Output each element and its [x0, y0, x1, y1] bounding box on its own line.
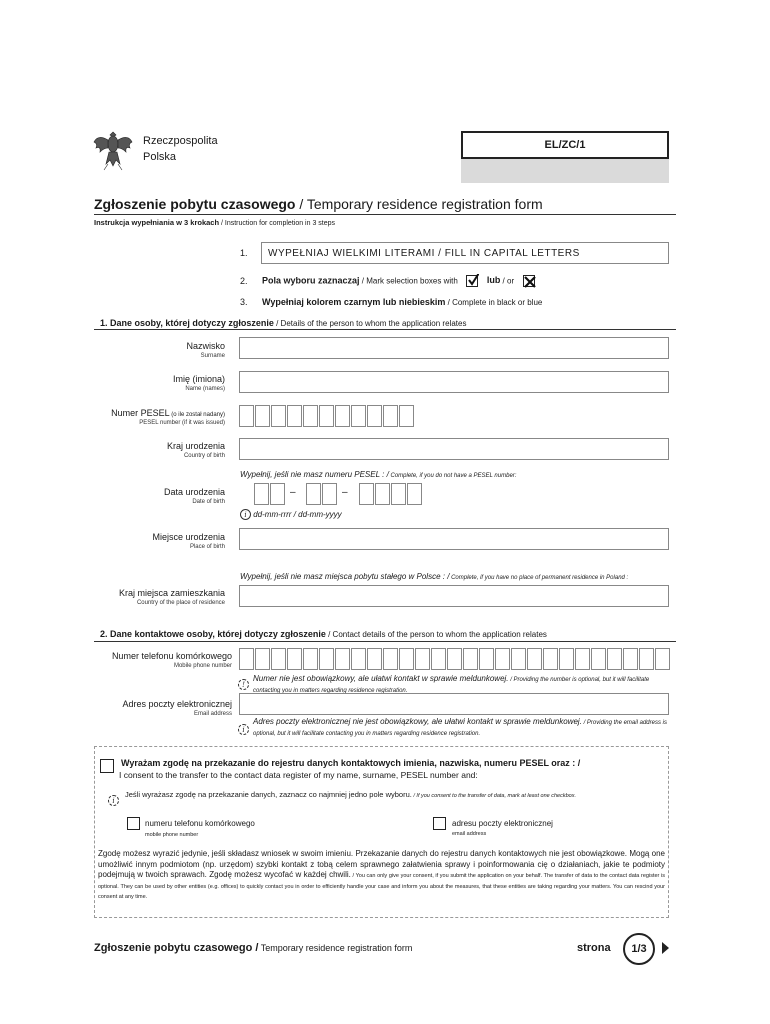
surname-input[interactable]: [239, 337, 669, 359]
step-1-number: 1.: [240, 248, 248, 258]
dob-month-input[interactable]: [306, 483, 338, 505]
step-3-text: Wypełniaj kolorem czarnym lub niebieskim / Complete in black or blue: [262, 297, 543, 307]
date-separator: –: [342, 487, 348, 498]
form-code: EL/ZC/1: [461, 131, 669, 159]
divider: [94, 641, 676, 642]
footer-title: Zgłoszenie pobytu czasowego / Temporary residence registration form: [94, 942, 413, 954]
date-of-birth-label: Data urodzenia Date of birth: [163, 487, 225, 505]
consent-phone-label: numeru telefonu komórkowego: [145, 819, 255, 828]
info-icon: i: [238, 719, 249, 737]
check-mark-example: [466, 275, 478, 287]
form-title: Zgłoszenie pobytu czasowego / Temporary residence registration form: [94, 196, 543, 212]
section-1-heading: 1. Dane osoby, której dotyczy zgłoszenie / Details of the person to whom the application relates: [100, 318, 467, 328]
consent-phone-label-en: mobile phone number: [145, 832, 199, 838]
form-code-box: [461, 131, 669, 183]
email-label: Adres poczty elektronicznej Email address: [122, 699, 232, 717]
date-separator: –: [290, 487, 296, 498]
country-of-residence-input[interactable]: [239, 585, 669, 607]
consent-checkbox[interactable]: [100, 757, 114, 775]
country-of-birth-label: Kraj urodzenia Country of birth: [166, 441, 225, 459]
polish-eagle-emblem: [92, 128, 134, 172]
instructions-heading: Instrukcja wypełniania w 3 krokach / Instruction for completion in 3 steps: [94, 218, 336, 227]
country-name: Rzeczpospolita Polska: [143, 135, 218, 163]
dob-day-input[interactable]: [254, 483, 286, 505]
place-of-birth-input[interactable]: [239, 528, 669, 550]
consent-heading: Wyrażam zgodę na przekazanie do rejestru danych kontaktowych imienia, nazwiska, numeru PESEL oraz : /: [121, 758, 581, 768]
pesel-input[interactable]: [239, 405, 415, 427]
dob-year-input[interactable]: [359, 483, 423, 505]
info-icon: i: [108, 790, 119, 808]
section-2-heading: 2. Dane kontaktowe osoby, której dotyczy zgłoszenie / Contact details of the person to whom the application relates: [100, 629, 547, 639]
mobile-phone-label: Numer telefonu komórkowego Mobile phone number: [111, 651, 232, 669]
divider: [94, 214, 676, 215]
country-of-birth-input[interactable]: [239, 438, 669, 460]
date-format-hint: i dd-mm-rrrr / dd-mm-yyyy: [240, 509, 342, 520]
consent-email-label-en: email address: [452, 831, 487, 837]
consent-phone-checkbox[interactable]: [127, 815, 140, 833]
no-residence-note: Wypełnij, jeśli nie masz miejsca pobytu stałego w Polsce : / Complete, if you have no place of permanent residence in Poland :: [240, 572, 629, 581]
page-label: strona: [577, 942, 611, 954]
consent-heading-en: I consent to the transfer to the contact data register of my name, surname, PESEL number and:: [119, 770, 478, 780]
pesel-label: Numer PESEL (o ile został nadany) PESEL number (if it was issued): [111, 408, 225, 426]
divider: [94, 329, 676, 330]
email-input[interactable]: [239, 693, 669, 715]
consent-info: Jeśli wyrażasz zgodę na przekazanie danych, zaznacz co najmniej jedno pole wyboru. / If you consent to the transfer of data, mark at least one checkbox.: [125, 790, 577, 799]
office-use-field: [461, 159, 669, 183]
place-of-birth-label: Miejsce urodzenia Place of birth: [152, 532, 225, 550]
info-icon: i: [240, 509, 251, 520]
phone-optional-note: Numer nie jest obowiązkowy, ale ułatwi kontakt w sprawie meldunkowej. / Providing the number is optional, but it will facilitate contacting you in matters regarding residence registration.: [253, 674, 650, 694]
no-pesel-note: Wypełnij, jeśli nie masz numeru PESEL : / Complete, if you do not have a PESEL number:: [240, 470, 517, 479]
cross-mark-example: [523, 275, 535, 287]
step-3-number: 3.: [240, 297, 248, 307]
info-icon: !: [238, 674, 249, 692]
step-2-text: Pola wyboru zaznaczaj / Mark selection boxes with lub / or: [262, 275, 535, 287]
consent-email-label: adresu poczty elektronicznej: [452, 819, 553, 828]
page-number: 1/3: [623, 933, 655, 965]
name-label: Imię (imiona) Name (names): [172, 374, 225, 392]
country-of-residence-label: Kraj miejsca zamieszkania Country of the place of residence: [118, 588, 225, 606]
surname-label: Nazwisko Surname: [186, 341, 225, 359]
step-2-number: 2.: [240, 276, 248, 286]
consent-email-checkbox[interactable]: [433, 815, 446, 833]
consent-body: Zgodę możesz wyrazić jedynie, jeśli składasz wniosek w swoim imieniu. Przekazanie danych do rejestru danych kontaktowych nie jest obowiązkowe. Mogą one umożliwić innym podmiotom (np. urzędom) szybki kontakt z tobą celem sprawnego załatwienia sprawy i poinformowania cię o działaniach, jakie te podmioty podejmują w twoich sprawach. Zgodę możesz wycofać w każdej chwili. / You can only give your consent, if you submit the application on your behalf. The transfer of data to the contact data register is optional. They can be used by other entities (e.g. offices) to quickly contact you in order to efficiently handle your case and inform you about the measures, that these entities are taking regarding your matters. You can rescind your consent at any time.: [98, 849, 665, 900]
email-optional-note: Adres poczty elektronicznej nie jest obowiązkowy, ale ułatwi kontakt w sprawie meldunkowej. / Providing the email address is optional, but it will facilitate contacting you in matters regarding residence registration.: [253, 717, 667, 737]
mobile-phone-input[interactable]: [239, 648, 671, 670]
next-page-arrow-icon[interactable]: [662, 942, 669, 954]
name-input[interactable]: [239, 371, 669, 393]
capital-letters-example: WYPEŁNIAJ WIELKIMI LITERAMI / FILL IN CAPITAL LETTERS: [261, 242, 669, 264]
